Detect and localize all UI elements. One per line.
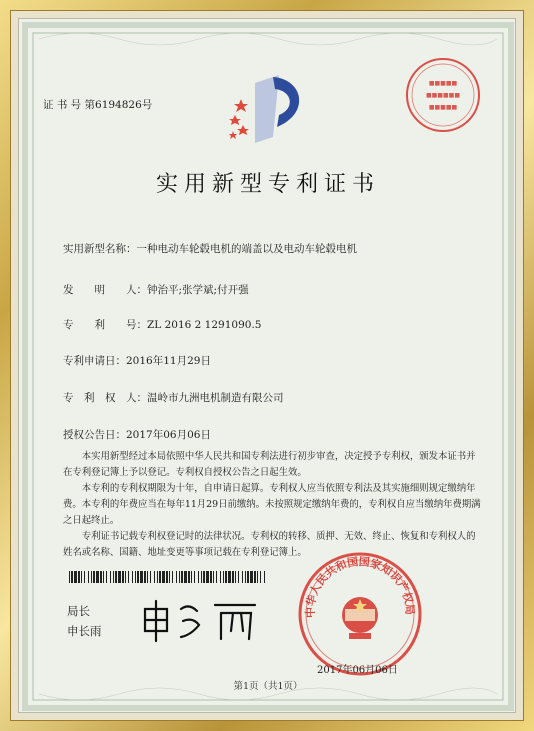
field-patent-number — [63, 317, 261, 332]
patent-office-stamp-icon — [403, 55, 483, 135]
field-application-date — [63, 353, 211, 368]
svg-text:■■■■■■: ■■■■■■ — [425, 92, 461, 99]
signer-title: 局长 — [67, 604, 90, 618]
field-label: 专 利 权 人： — [63, 392, 147, 404]
field-value: 2016年11月29日 — [126, 355, 211, 367]
field-label: 实用新型名称： — [63, 243, 137, 255]
certificate-paper — [18, 18, 516, 713]
certificate-number: 证 书 号 第6194826号 — [43, 99, 153, 111]
field-value: 2017年06月06日 — [126, 429, 211, 441]
field-grant-date — [63, 427, 211, 442]
barcode-icon — [69, 571, 269, 583]
field-value: 一种电动车轮毂电机的端盖以及电动车轮毂电机 — [136, 243, 357, 255]
cnipa-logo-icon — [225, 71, 317, 151]
handwritten-signature-icon — [137, 597, 267, 645]
svg-text:■■■■■: ■■■■■ — [428, 104, 458, 111]
field-label: 发 明 人： — [63, 284, 147, 296]
field-inventors — [63, 282, 249, 297]
national-ip-office-seal-icon — [295, 549, 425, 679]
field-value: ZL 2016 2 1291090.5 — [147, 319, 262, 331]
certificate-title: 实用新型专利证书 — [155, 172, 380, 197]
signer-name: 申长雨 — [67, 624, 102, 638]
field-utility-model-name — [63, 241, 357, 256]
field-label: 专利申请日： — [63, 355, 126, 367]
issue-date: 2017年06月06日 — [317, 665, 398, 676]
field-label: 授权公告日： — [63, 429, 126, 441]
field-label: 专 利 号： — [63, 319, 147, 331]
svg-text:■■■■■: ■■■■■ — [428, 80, 458, 87]
field-value: 温岭市九洲电机制造有限公司 — [147, 392, 284, 404]
body-paragraph: 本专利的专利权期限为十年，自申请日起算。专利权人应当依照专利法及其实施细则规定缴纳年费。本专利的年费应当在每年11月29日前缴纳。未按照规定缴纳年费的，专利权自应当缴纳年费期满之日起终止。 — [63, 483, 481, 526]
field-value: 钟治平;张学斌;付开强 — [147, 284, 249, 296]
body-paragraph: 本实用新型经过本局依照中华人民共和国专利法进行初步审查，决定授予专利权，颁发本证书并在专利登记簿上予以登记。专利权自授权公告之日起生效。 — [63, 451, 476, 478]
certificate-body — [63, 449, 483, 561]
field-patentee — [63, 390, 284, 405]
body-paragraph: 专利证书记载专利权登记时的法律状况。专利权的转移、质押、无效、终止、恢复和专利权人的姓名或名称、国籍、地址变更等事项记载在专利登记簿上。 — [63, 531, 476, 558]
seal-text: 中华人民共和国国家知识产权局 — [303, 555, 417, 618]
page-footer: 第1页（共1页） — [233, 681, 303, 692]
